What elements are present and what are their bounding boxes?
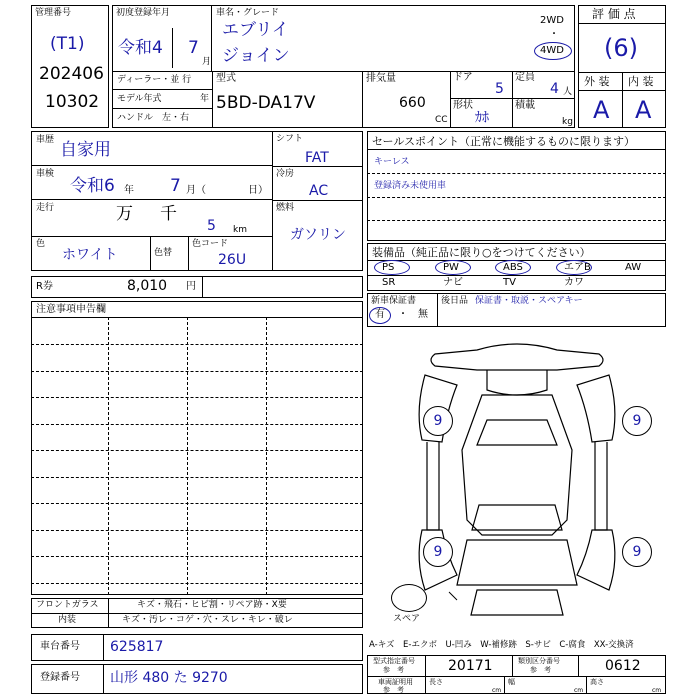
interior-row-label: 内装 — [58, 615, 77, 625]
type-designation: 20171 — [448, 658, 493, 674]
registration-label: 登録番号 — [40, 672, 80, 683]
height-label: 高さ — [590, 678, 604, 686]
displacement-label: 排気量 — [366, 73, 396, 84]
width-label: 幅 — [508, 678, 515, 686]
equipment-item: ABS — [503, 262, 523, 273]
color-code-label: 色コード — [192, 239, 229, 249]
year-unit: 年 — [200, 94, 210, 104]
fuel-value: ガソリン — [290, 227, 346, 243]
spare-label: スペア — [393, 614, 421, 624]
capacity: 4 — [550, 81, 559, 97]
equipment-item: SR — [382, 277, 396, 288]
exterior-label: 外 装 — [584, 75, 610, 88]
tire-grade-badge: 9 — [423, 537, 453, 567]
doors-label: ドア — [453, 72, 473, 83]
chassis-value: 625817 — [110, 639, 164, 655]
color-label: 色 — [36, 239, 46, 249]
inspection-year-unit: 年 — [124, 185, 134, 196]
equipment-item: カワ — [564, 277, 584, 288]
dealer-label: ディーラー・並 行 — [117, 75, 192, 85]
book-label: 後日品 — [441, 296, 469, 306]
shift-label: シフト — [276, 134, 304, 144]
equipment-item: エアB — [564, 262, 591, 273]
first-reg-label: 初度登録年月 — [116, 8, 171, 18]
recycle-value: 8,010 — [127, 278, 168, 294]
mgmt-label: 管理番号 — [35, 8, 72, 18]
inspection-month-unit: 月（ — [186, 185, 206, 196]
car-name-label: 車名・グレード — [216, 8, 280, 18]
mgmt-code: (T1) — [50, 34, 85, 54]
chassis-box — [31, 634, 363, 661]
registration-value: 山形 480 た 9270 — [110, 670, 228, 686]
length-label: 長さ — [429, 678, 443, 686]
model-year-label: モデル年式 — [117, 94, 162, 104]
drive-dot: ・ — [549, 29, 559, 40]
warranty-no: 無 — [418, 309, 428, 320]
warranty-yes: 有 — [375, 309, 385, 320]
mgmt-num1: 202406 — [39, 64, 104, 84]
color-code: 26U — [218, 252, 247, 268]
score-value: (6) — [604, 34, 638, 62]
sales-point-item: キーレス — [374, 157, 410, 167]
handle-label: ハンドル 左・右 — [117, 113, 190, 123]
notes-label: 注意事項申告欄 — [36, 304, 106, 315]
inspection-month: 7 — [170, 176, 181, 196]
load-label: 積載 — [515, 100, 535, 111]
warranty-dot: ・ — [398, 309, 408, 320]
equipment-item: PW — [443, 262, 459, 273]
inspection-label: 車検 — [36, 169, 55, 179]
displacement: 660 — [399, 95, 426, 111]
exterior-grade: A — [593, 96, 610, 124]
cm-unit: cm — [492, 687, 502, 694]
person-unit: 人 — [563, 87, 573, 97]
warranty-label: 新車保証書 — [371, 296, 417, 306]
spare-tire-icon — [391, 584, 427, 612]
category-label: 類別区分番号 — [518, 657, 560, 665]
drive-4wd: 4WD — [540, 45, 564, 56]
ac-value: AC — [309, 183, 329, 199]
cm-unit: cm — [652, 687, 662, 694]
inspection-day-unit: 日） — [248, 185, 268, 196]
windshield-label: フロントガラス — [36, 600, 99, 610]
model-type-label: 型式 — [216, 73, 236, 84]
inspection-era: 令和6 — [70, 176, 115, 196]
sales-points-label: セールスポイント（正常に機能するものに限ります） — [372, 135, 636, 148]
interior-grade: A — [635, 96, 652, 124]
ref-label: 参 考 — [383, 666, 404, 674]
sales-point-item: 登録済み未使用車 — [374, 181, 447, 191]
first-reg-era: 令和4 — [118, 38, 163, 58]
interior-label: 内 装 — [628, 75, 654, 88]
category: 0612 — [605, 658, 641, 674]
book-value: 保証書・取説・スペアキー — [475, 296, 583, 306]
km-unit: km — [233, 225, 247, 235]
doors: 5 — [495, 81, 504, 97]
mileage-label: 走行 — [36, 203, 55, 213]
grade: ジョイン — [222, 46, 290, 66]
color-value: ホワイト — [62, 247, 118, 263]
drive-2wd: 2WD — [540, 15, 564, 26]
ref-label: 参 考 — [530, 666, 551, 674]
history-label: 車歴 — [36, 135, 55, 145]
notes-box — [31, 301, 363, 595]
capacity-label: 定員 — [515, 72, 535, 83]
mileage-value: 5 — [207, 218, 216, 234]
model-type: 5BD-DA17V — [216, 93, 316, 113]
color-change-label: 色替 — [154, 248, 173, 258]
mileage-sen: 千 — [160, 204, 177, 224]
equipment-item: TV — [503, 277, 516, 288]
score-label: 評 価 点 — [592, 7, 636, 21]
equipment-item: PS — [382, 262, 395, 273]
mileage-man: 万 — [116, 204, 133, 224]
cc-unit: CC — [435, 115, 448, 125]
vehicle-info-box — [112, 5, 575, 128]
equipment-label: 装備品（純正品に限り○をつけてください） — [372, 246, 591, 259]
tire-grade-badge: 9 — [622, 537, 652, 567]
type-designation-label: 型式指定番号 — [373, 657, 415, 665]
shape: ｶﾎ — [475, 110, 489, 126]
cert-label: 車両証明用 — [378, 678, 413, 686]
shift-value: FAT — [305, 150, 329, 166]
recycle-label: R券 — [36, 281, 53, 292]
mgmt-num2: 10302 — [45, 92, 100, 112]
equipment-item: ナビ — [443, 277, 463, 288]
cm-unit: cm — [574, 687, 584, 694]
equipment-item: AW — [625, 262, 642, 273]
month-unit: 月 — [202, 57, 212, 67]
ref-label: 参 考 — [383, 686, 404, 694]
windshield-text: キズ・飛石・ヒビ割・リペア跡・X要 — [137, 600, 287, 610]
tire-grade-badge: 9 — [423, 406, 453, 436]
fuel-label: 燃料 — [276, 203, 295, 213]
first-reg-month: 7 — [188, 38, 199, 58]
recycle-unit: 円 — [186, 281, 196, 292]
car-name: エブリイ — [222, 20, 289, 40]
damage-legend: A-キズ E-エクボ U-凹み W-補修跡 S-サビ C-腐食 XX-交換済 — [369, 640, 634, 650]
shape-label: 形状 — [453, 100, 473, 111]
kg-unit: kg — [562, 117, 573, 127]
history-value: 自家用 — [60, 140, 111, 160]
chassis-label: 車台番号 — [40, 641, 80, 652]
tire-grade-badge: 9 — [622, 406, 652, 436]
interior-row-text: キズ・汚レ・コゲ・穴・スレ・キレ・破レ — [122, 615, 293, 625]
ac-label: 冷房 — [276, 169, 295, 179]
recycle-box — [31, 276, 363, 298]
